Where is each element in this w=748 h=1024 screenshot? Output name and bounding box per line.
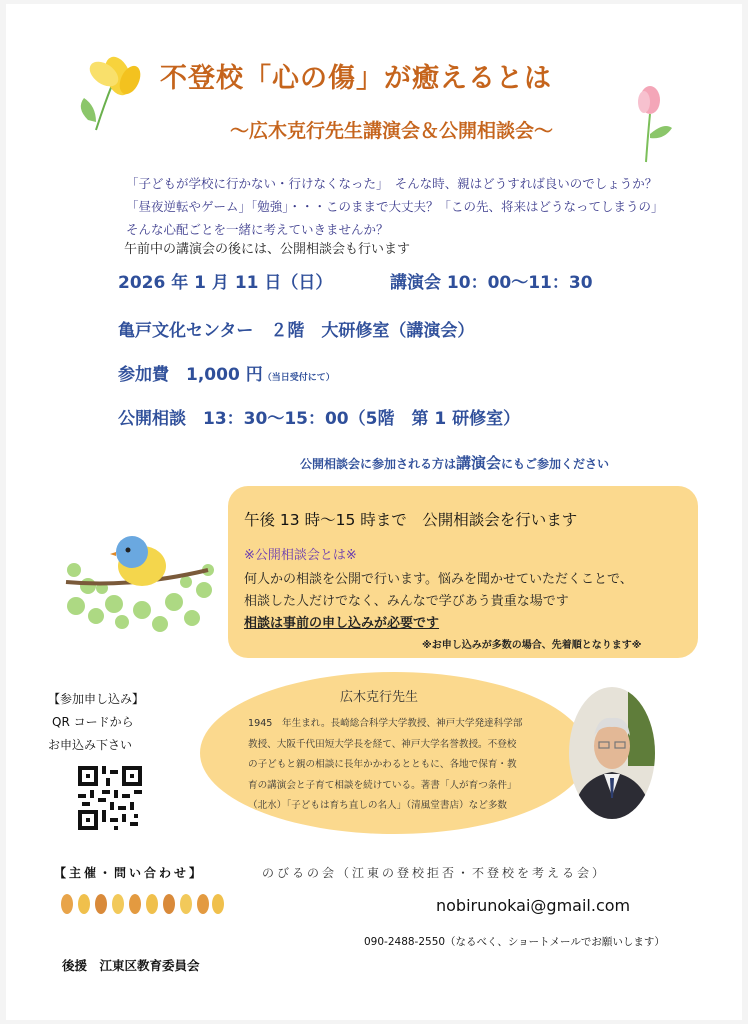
organizer-name: のびるの会（江東の登校拒否・不登校を考える会）	[262, 866, 608, 880]
event-venue: 亀戸文化センター ２階 大研修室（講演会）	[118, 321, 475, 341]
consultation-time: 公開相談 13：30～15：00（5階 第 1 研修室）	[118, 409, 521, 429]
page-title: 不登校「心の傷」が癒えるとは	[160, 63, 552, 94]
page-subtitle: ～広木克行先生講演会＆公開相談会～	[230, 120, 554, 142]
lecture-time: 講演会 10：00～11：30	[390, 273, 593, 293]
speaker-name: 広木克行先生	[340, 690, 419, 705]
contact-email[interactable]: nobirunokai@gmail.com	[436, 896, 631, 915]
notice-strong: 講演会	[456, 454, 502, 472]
speaker-bio	[248, 714, 522, 817]
notice-text-before: 公開相談会に参加される方は	[300, 457, 457, 471]
speaker-bio-line: 1945 年生まれ。長崎総合科学大学教授、神戸大学発達科学部	[248, 718, 523, 729]
participation-fee	[118, 360, 335, 385]
participation-notice	[300, 452, 609, 473]
registration-qr-code[interactable]	[78, 766, 142, 830]
intro-line-2: 「昼夜逆転やゲーム」「勉強」・・・このままで大丈夫？「この先、将来はどうなってしまうの」	[126, 199, 664, 214]
speaker-photo	[568, 686, 656, 820]
fee-label: 参加費 1,000 円	[118, 365, 263, 385]
leaves-decoration	[58, 890, 226, 918]
speaker-bio-line: 育の講演会と子育て相談を続けている。著書「人が育つ条件」	[248, 779, 517, 791]
speaker-bio-line: の子どもと親の相談に長年かかわるとともに、各地で保育・教	[248, 759, 517, 770]
consultation-description-2: 相談した人だけでなく、みんなで学びあう貴重な場です	[244, 594, 569, 609]
registration-label: 【参加申し込み】	[48, 692, 145, 706]
consultation-heading: ※公開相談会とは※	[244, 548, 357, 563]
intro-line-1: 「子どもが学校に行かない・行けなくなった」 そんな時、親はどうすれば良いのでしょうか？	[126, 176, 658, 191]
event-date: 2026 年 1 月 11 日（日）	[118, 273, 333, 293]
registration-line-1: QR コードから	[52, 715, 134, 729]
contact-phone: 090-2488-2550（なるべく、ショートメールでお願いします）	[364, 936, 665, 948]
bird-on-branch-illustration	[62, 530, 218, 634]
intro-text	[116, 172, 664, 241]
consultation-description-1: 何人かの相談を公開で行います。悩みを聞かせていただくことで、	[244, 572, 633, 587]
consultation-footnote: ※お申し込みが多数の場合、先着順となります※	[422, 640, 642, 651]
support-organization: 後援 江東区教育委員会	[62, 958, 200, 973]
organizer-label: 【主催・問い合わせ】	[54, 866, 205, 880]
yellow-flower-illustration	[74, 50, 146, 134]
notice-text-after: にもご参加ください	[501, 457, 610, 471]
intro-line-3: そんな心配ごとを一緒に考えていきませんか？	[126, 222, 389, 237]
consultation-box-title: 午後 13 時～15 時まで 公開相談会を行います	[244, 511, 578, 529]
speaker-bio-line: 教授、大阪千代田短大学長を経て、神戸大学名誉教授。不登校	[248, 738, 517, 750]
registration-line-2: お申込み下さい	[48, 738, 133, 752]
registration-info	[48, 688, 144, 757]
speaker-bio-line: （北水）「子どもは育ち直しの名人」（清風堂書店）など多数	[248, 800, 508, 811]
intro-afternoon-note: 午前中の講演会の後には、公開相談会も行います	[124, 242, 411, 257]
fee-note: （当日受付にて）	[262, 373, 335, 383]
pink-tulip-illustration	[624, 84, 680, 164]
consultation-requirement: 相談は事前の申し込みが必要です	[244, 616, 440, 631]
